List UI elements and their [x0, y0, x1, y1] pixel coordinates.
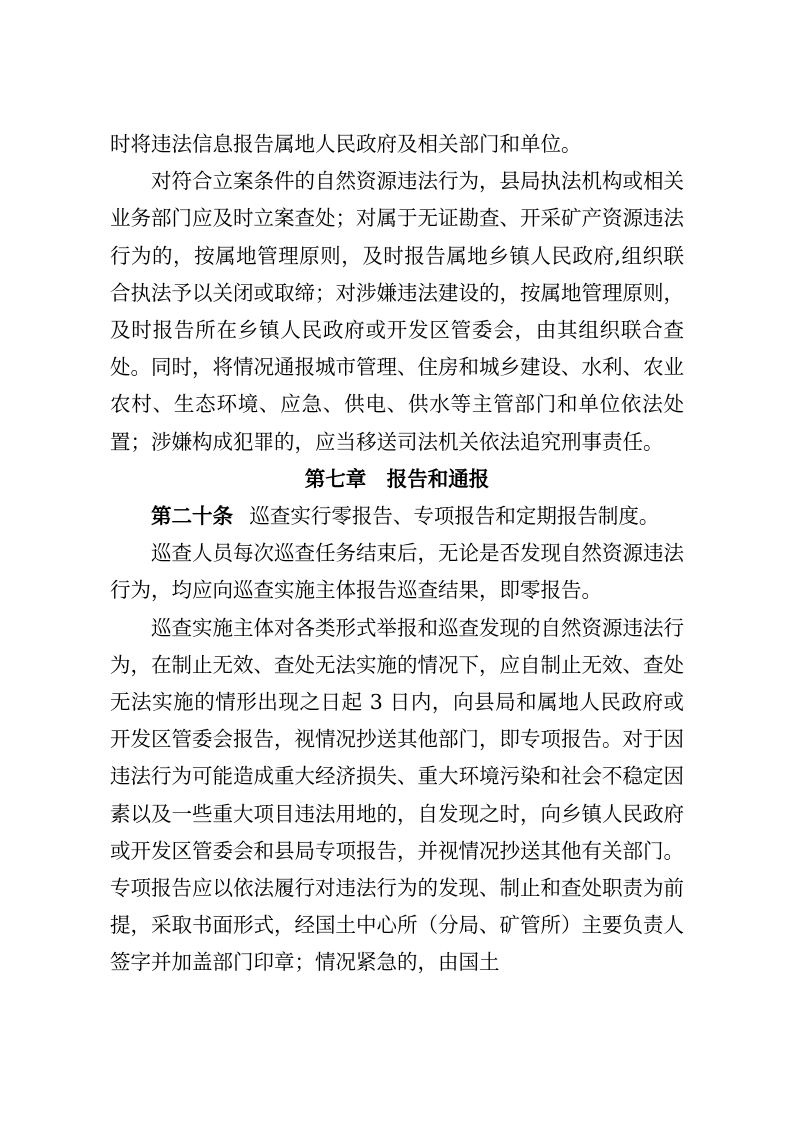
paragraph-continuation: 时将违法信息报告属地人民政府及相关部门和单位。: [110, 132, 582, 156]
paragraph-case-filing: 对符合立案条件的自然资源违法行为，县局执法机构或相关业务部门应及时立案查处；对属于无证勘查、开采矿产资源违法行为的，按属地管理原则，及时报告属地乡镇人民政府,组织联合执法予以关闭或取缔；对涉嫌违法建设的，按属地管理原则，及时报告所在乡镇人民政府或开发区管委会，由其组织联合查处。同时，将情况通报城市管理、住房和城乡建设、水利、农业农村、生态环境、应急、供电、供水等主管部门和单位依法处置；涉嫌构成犯罪的，应当移送司法机关依法追究刑事责任。: [110, 169, 684, 454]
chapter-heading: 第七章 报告和通报: [304, 466, 490, 491]
document-body: [110, 126, 684, 982]
paragraph-special-report: 巡查实施主体对各类形式举报和巡查发现的自然资源违法行为，在制止无效、查处无法实施的情况下，应自制止无效、查处无法实施的情形出现之日起 3 日内，向县局和属地人民政府或开发区管委会报告，视情况抄送其他部门，即专项报告。对于因违法行为可能造成重大经济损失、重大环境污染和社会不稳定因素以及一些重大项目违法用地的，自发现之时，向乡镇人民政府或开发区管委会和县局专项报告，并视情况抄送其他有关部门。专项报告应以依法履行对违法行为的发现、制止和查处职责为前提，采取书面形式，经国土中心所（分局、矿管所）主要负责人签字并加盖部门印章；情况紧急的，由国土: [110, 615, 684, 975]
paragraph-zero-report: 巡查人员每次巡查任务结束后，无论是否发现自然资源违法行为，均应向巡查实施主体报告巡查结果，即零报告。: [110, 541, 684, 603]
article-20: [110, 498, 684, 535]
article-20-text: 巡查实行零报告、专项报告和定期报告制度。: [249, 504, 660, 529]
article-20-label: 第二十条: [151, 504, 233, 529]
